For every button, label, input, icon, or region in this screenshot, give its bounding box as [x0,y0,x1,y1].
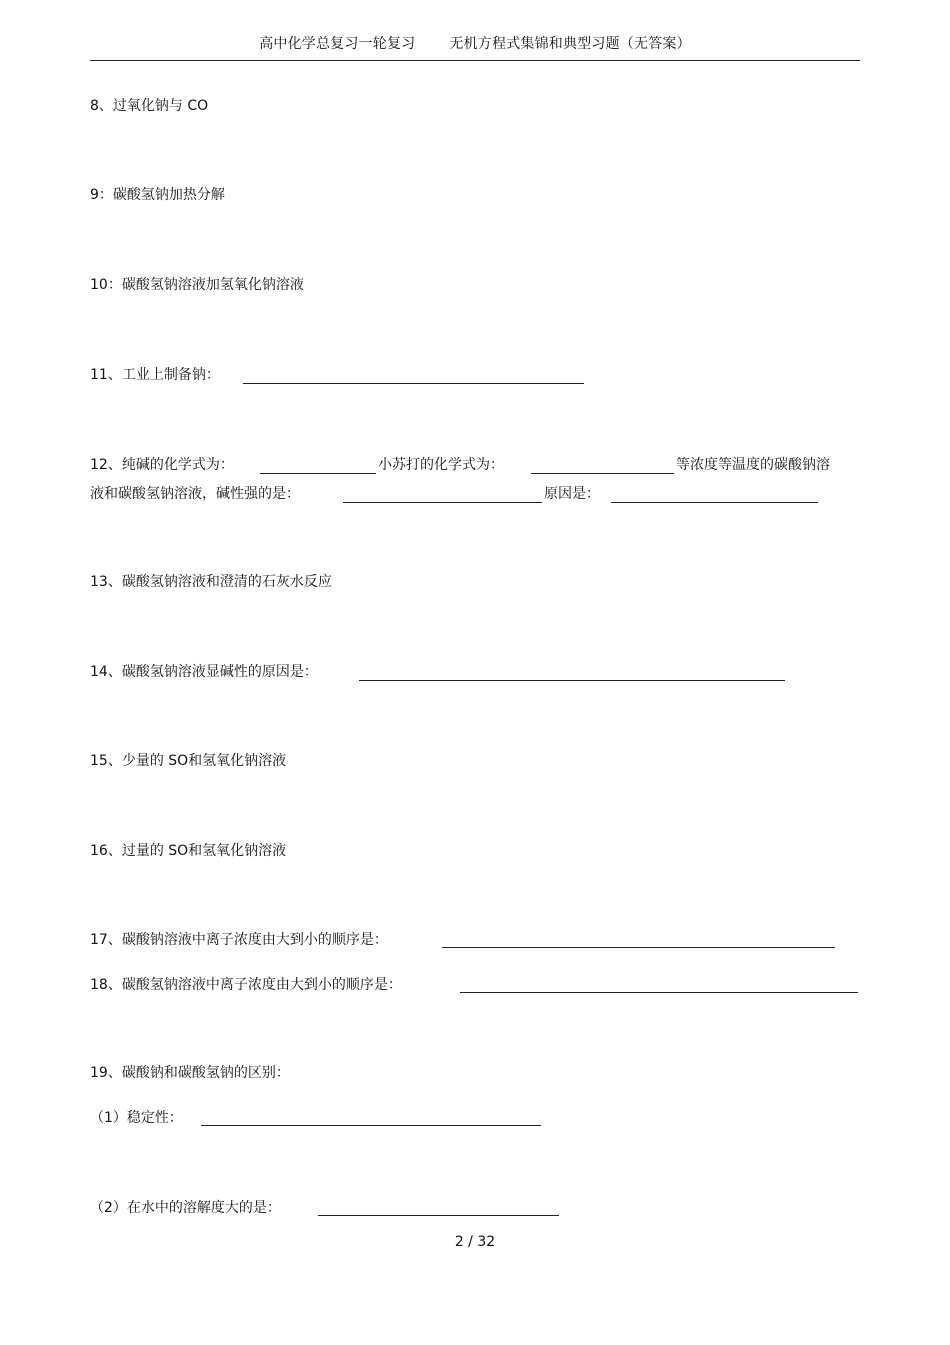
answer-blank-19-stability[interactable] [201,1125,541,1126]
question-18: 18、碳酸氢钠溶液中离子浓度由大到小的顺序是： [90,977,402,993]
question-12-part-d: 液和碳酸氢钠溶液，碱性强的是： [90,486,300,502]
header-course-title: 高中化学总复习一轮复习 [259,36,416,52]
question-14: 14、碳酸氢钠溶液显碱性的原因是： [90,664,318,680]
question-12-part-a: 12、纯碱的化学式为： [90,457,234,473]
page-header [90,34,860,61]
answer-blank-11[interactable] [243,383,584,384]
answer-blank-19-solubility[interactable] [318,1215,559,1216]
question-12-part-c: 等浓度等温度的碳酸钠溶 [676,457,830,473]
question-19: 19、碳酸钠和碳酸氢钠的区别： [90,1065,290,1081]
question-19-stability: （1）稳定性： [90,1110,183,1126]
question-12-line-1 [90,455,234,475]
question-16: 16、过量的 SO和氢氧化钠溶液 [90,843,287,859]
question-8: 8、过氧化钠与 CO [90,98,209,114]
answer-blank-14[interactable] [359,680,785,681]
question-17: 17、碳酸钠溶液中离子浓度由大到小的顺序是： [90,932,388,948]
answer-blank-12-reason[interactable] [611,502,818,503]
answer-blank-12-stronger-base[interactable] [343,502,542,503]
answer-blank-12-baking-soda[interactable] [531,473,674,474]
question-12-part-e: 原因是： [544,486,600,502]
question-9: 9：碳酸氢钠加热分解 [90,187,225,203]
question-10: 10：碳酸氢钠溶液加氢氧化钠溶液 [90,277,304,293]
answer-blank-18[interactable] [460,992,858,993]
question-13: 13、碳酸氢钠溶液和澄清的石灰水反应 [90,574,332,590]
answer-blank-17[interactable] [442,947,835,948]
answer-blank-12-soda-ash[interactable] [260,473,376,474]
question-12-part-b: 小苏打的化学式为： [378,457,504,473]
question-19-solubility: （2）在水中的溶解度大的是： [90,1200,281,1216]
page-number: 2 / 32 [454,1234,496,1250]
header-document-title: 无机方程式集锦和典型习题（无答案） [449,36,691,52]
question-15: 15、少量的 SO和氢氧化钠溶液 [90,753,287,769]
question-11: 11、工业上制备钠： [90,367,220,383]
